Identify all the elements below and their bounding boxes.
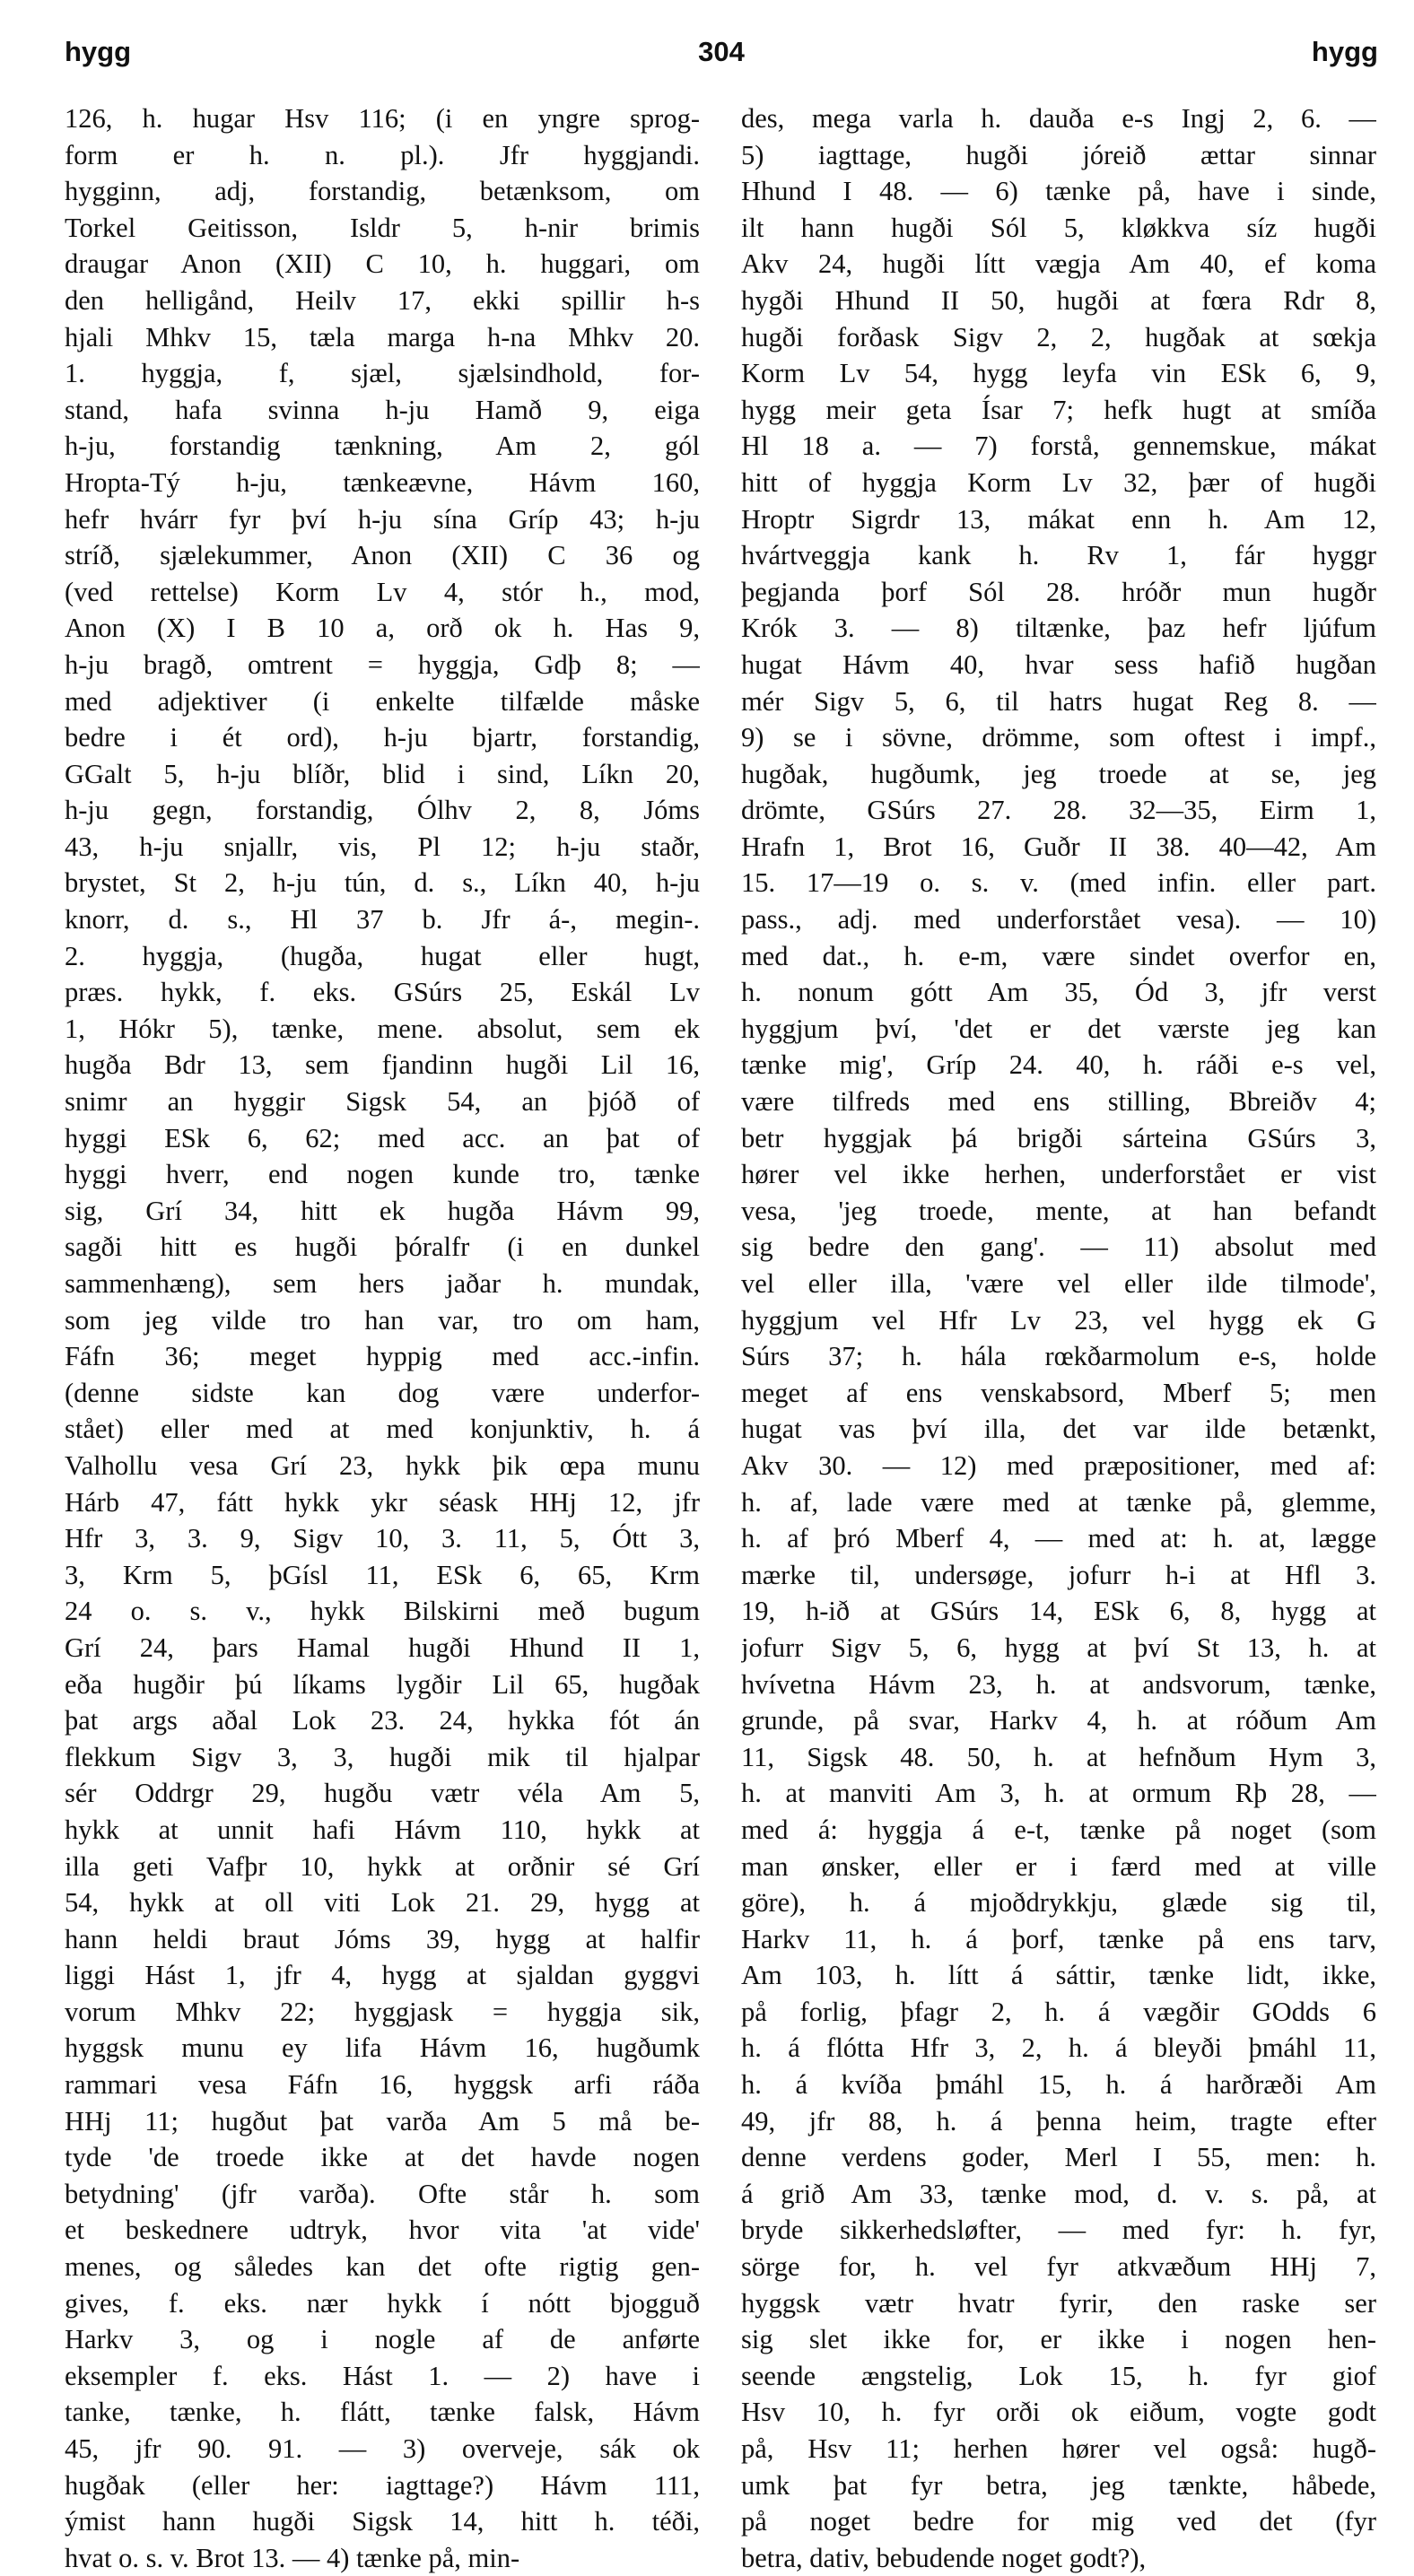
text-line: vesa, 'jeg troede, mente, at han befandt — [741, 1195, 1376, 1226]
text-line: hann heldi braut Jóms 39, hygg at halfir — [65, 1923, 700, 1954]
page-header — [65, 30, 1378, 74]
text-line: hygg meir geta Ísar 7; hefk hugt at smíða — [741, 394, 1376, 425]
text-line: sammenhæng), sem hers jaðar h. mundak, — [65, 1268, 700, 1299]
text-line: den helligånd, Heilv 17, ekki spillir h-s — [65, 284, 700, 316]
text-line: på forlig, þfagr 2, h. á vægðir GOdds 6 — [741, 1996, 1376, 2027]
text-line: menes, og således kan det ofte rigtig gen- — [65, 2251, 700, 2283]
text-line: være tilfreds med ens stilling, Bbreiðv 4; — [741, 1086, 1376, 1118]
text-line: Am 103, h. lítt á sáttir, tænke lidt, ikke, — [741, 1960, 1376, 1991]
text-line: grunde, på svar, Harkv 4, h. at róðum Am — [741, 1705, 1376, 1736]
text-line: sér Oddrgr 29, hugðu vætr véla Am 5, — [65, 1778, 700, 1809]
text-line: Krók 3. — 8) tiltænke, þaz hefr ljúfum — [741, 613, 1376, 644]
text-line: Akv 24, hugði lítt vægja Am 40, ef koma — [741, 248, 1376, 280]
text-line: betydning' (jfr varða). Ofte står h. som — [65, 2178, 700, 2209]
right-column — [741, 100, 1376, 2576]
text-line: på, Hsv 11; herhen hører vel også: hugð- — [741, 2433, 1376, 2464]
text-line: (ved rettelse) Korm Lv 4, stór h., mod, — [65, 576, 700, 607]
text-line: Fáfn 36; meget hyppig med acc.-infin. — [65, 1341, 700, 1372]
text-line: hvat o. s. v. Brot 13. — 4) tænke på, min- — [65, 2542, 520, 2573]
text-line: hygði Hhund II 50, hugði at fœra Rdr 8, — [741, 284, 1376, 316]
text-line: flekkum Sigv 3, 3, hugði mik til hjalpar — [65, 1741, 700, 1772]
text-line: brystet, St 2, h-ju tún, d. s., Líkn 40, h-ju — [65, 867, 700, 899]
text-line: h. af, lade være med at tænke på, glemme, — [741, 1486, 1376, 1518]
text-line: man ønsker, eller er i færd med at ville — [741, 1850, 1376, 1882]
text-line: hører vel ikke herhen, underforstået er vist — [741, 1159, 1376, 1190]
text-line: Hfr 3, 3. 9, Sigv 10, 3. 11, 5, Ótt 3, — [65, 1523, 700, 1554]
text-line: þegjanda þorf Sól 28. hróðr mun hugðr — [741, 576, 1376, 607]
text-line: hugat Hávm 40, hvar sess hafið hugðan — [741, 648, 1376, 680]
text-line: 5) iagttage, hugði jóreið ættar sinnar — [741, 139, 1376, 170]
text-line: 49, jfr 88, h. á þenna heim, tragte efter — [741, 2105, 1376, 2137]
text-line: h-ju bragð, omtrent = hyggja, Gdþ 8; — — [65, 648, 700, 680]
text-line: bryde sikkerhedsløfter, — med fyr: h. fyr, — [741, 2215, 1376, 2246]
text-line: Hsv 10, h. fyr orði ok eiðum, vogte godt — [741, 2397, 1376, 2428]
text-line: form er h. n. pl.). Jfr hyggjandi. — [65, 139, 700, 170]
page-number: 304 — [698, 36, 745, 67]
text-line: hjali Mhkv 15, tæla marga h-na Mhkv 20. — [65, 321, 700, 352]
header-right-guideword: hygg — [1311, 36, 1378, 67]
text-line: Akv 30. — 12) med præpositioner, med af: — [741, 1449, 1376, 1481]
text-line: hykk at unnit hafi Hávm 110, hykk at — [65, 1814, 700, 1845]
text-line: præs. hykk, f. eks. GSúrs 25, Eskál Lv — [65, 977, 700, 1008]
text-line: Hl 18 a. — 7) forstå, gennemskue, mákat — [741, 431, 1376, 462]
text-line: sig bedre den gang'. — 11) absolut med — [741, 1231, 1376, 1263]
text-line: 15. 17—19 o. s. v. (med infin. eller part. — [741, 867, 1376, 899]
text-line: 11, Sigsk 48. 50, h. at hefnðum Hym 3, — [741, 1741, 1376, 1772]
text-line: tanke, tænke, h. flátt, tænke falsk, Hávm — [65, 2397, 700, 2428]
text-line: denne verdens goder, Merl I 55, men: h. — [741, 2142, 1376, 2173]
text-line: hugat vas því illa, det var ilde betænkt, — [741, 1414, 1376, 1445]
text-line: 1. hyggja, f, sjæl, sjælsindhold, for- — [65, 358, 700, 389]
text-line: 3, Krm 5, þGísl 11, ESk 6, 65, Krm — [65, 1559, 700, 1590]
text-line: h. á flótta Hfr 3, 2, h. á bleyði þmáhl 11, — [741, 2032, 1376, 2064]
text-line: mærke til, undersøge, jofurr h-i at Hfl 3. — [741, 1559, 1376, 1590]
text-line: (denne sidste kan dog være underfor- — [65, 1377, 700, 1408]
text-line: eksempler f. eks. Hást 1. — 2) have i — [65, 2360, 700, 2391]
text-line: hugði forðask Sigv 2, 2, hugðak at sœkja — [741, 321, 1376, 352]
text-line: Súrs 37; h. hála rœkðarmolum e-s, holde — [741, 1341, 1376, 1372]
text-line: betr hyggjak þá brigði sárteina GSúrs 3, — [741, 1122, 1376, 1153]
text-line: 2. hyggja, (hugða, hugat eller hugt, — [65, 940, 700, 971]
text-line: Harkv 11, h. á þorf, tænke på ens tarv, — [741, 1923, 1376, 1954]
text-line: Hroptr Sigrdr 13, mákat enn h. Am 12, — [741, 503, 1376, 535]
text-line: hugðak (eller her: iagttage?) Hávm 111, — [65, 2469, 700, 2501]
text-line: tyde 'de troede ikke at det havde nogen — [65, 2142, 700, 2173]
left-column — [65, 100, 700, 2576]
text-line: jofurr Sigv 5, 6, hygg at því St 13, h. at — [741, 1632, 1376, 1663]
text-line: sig, Grí 34, hitt ek hugða Hávm 99, — [65, 1195, 700, 1226]
text-line: liggi Hást 1, jfr 4, hygg at sjaldan gyggvi — [65, 1960, 700, 1991]
text-line: hygginn, adj, forstandig, betænksom, om — [65, 176, 700, 207]
text-line: et beskednere udtryk, hvor vita 'at vide' — [65, 2215, 700, 2246]
text-line: vorum Mhkv 22; hyggjask = hyggja sik, — [65, 1996, 700, 2027]
text-line: 54, hykk at oll viti Lok 21. 29, hygg at — [65, 1887, 700, 1919]
text-line: hugða Bdr 13, sem fjandinn hugði Lil 16, — [65, 1049, 700, 1081]
text-line: på noget bedre for mig ved det (fyr — [741, 2506, 1376, 2537]
text-line: rammari vesa Fáfn 16, hyggsk arfi ráða — [65, 2069, 700, 2101]
text-line: illa geti Vafþr 10, hykk at orðnir sé Grí — [65, 1850, 700, 1882]
text-line: Torkel Geitisson, Isldr 5, h-nir brimis — [65, 212, 700, 243]
text-line: Korm Lv 54, hygg leyfa vin ESk 6, 9, — [741, 358, 1376, 389]
text-line: draugar Anon (XII) C 10, h. huggari, om — [65, 248, 700, 280]
text-line: hefr hvárr fyr því h-ju sína Gríp 43; h-ju — [65, 503, 700, 535]
text-line: des, mega varla h. dauða e-s Ingj 2, 6. — — [741, 103, 1376, 134]
text-line: þat args aðal Lok 23. 24, hykka fót án — [65, 1705, 700, 1736]
text-line: Anon (X) I B 10 a, orð ok h. Has 9, — [65, 613, 700, 644]
text-line: med dat., h. e-m, være sindet overfor en, — [741, 940, 1376, 971]
text-line: GGalt 5, h-ju blíðr, blid i sind, Líkn 20, — [65, 758, 700, 789]
text-line: h-ju, forstandig tænkning, Am 2, gól — [65, 431, 700, 462]
text-line: hyggjum því, 'det er det værste jeg kan — [741, 1013, 1376, 1044]
text-line: som jeg vilde tro han var, tro om ham, — [65, 1304, 700, 1336]
text-line: sig slet ikke for, er ikke i nogen hen- — [741, 2324, 1376, 2355]
text-line: 9) se i sövne, drömme, som oftest i impf., — [741, 722, 1376, 753]
text-line: hyggsk munu ey lifa Hávm 16, hugðumk — [65, 2032, 700, 2064]
text-line: drömte, GSúrs 27. 28. 32—35, Eirm 1, — [741, 795, 1376, 826]
text-line: med adjektiver (i enkelte tilfælde måske — [65, 685, 700, 717]
text-line: hvártveggja kank h. Rv 1, fár hyggr — [741, 540, 1376, 571]
text-line: hyggjum vel Hfr Lv 23, vel hygg ek G — [741, 1304, 1376, 1336]
text-line: h. á kvíða þmáhl 15, h. á harðræði Am — [741, 2069, 1376, 2101]
text-line: stríð, sjælekummer, Anon (XII) C 36 og — [65, 540, 700, 571]
text-line: h. nonum gótt Am 35, Ód 3, jfr verst — [741, 977, 1376, 1008]
text-line: hitt of hyggja Korm Lv 32, þær of hugði — [741, 466, 1376, 498]
text-line: pass., adj. med underforstået vesa). — 10) — [741, 904, 1376, 936]
text-line: Hárb 47, fátt hykk ykr séask HHj 12, jfr — [65, 1486, 700, 1518]
text-line: h. af þró Mberf 4, — med at: h. at, lægge — [741, 1523, 1376, 1554]
text-line: hvívetna Hávm 23, h. at andsvorum, tænke, — [741, 1668, 1376, 1700]
text-line: umk þat fyr betra, jeg tænkte, håbede, — [741, 2469, 1376, 2501]
text-line: ilt hann hugði Sól 5, kløkkva síz hugði — [741, 212, 1376, 243]
text-line: Hropta-Tý h-ju, tænkeævne, Hávm 160, — [65, 466, 700, 498]
text-line: snimr an hyggir Sigsk 54, an þjóð of — [65, 1086, 700, 1118]
text-line: knorr, d. s., Hl 37 b. Jfr á-, megin-. — [65, 904, 700, 936]
text-line: Hhund I 48. — 6) tænke på, have i sinde, — [741, 176, 1376, 207]
text-line: Harkv 3, og i nogle af de anførte — [65, 2324, 700, 2355]
text-line: hyggsk vætr hvatr fyrir, den raske ser — [741, 2287, 1376, 2319]
text-line: hyggi hverr, end nogen kunde tro, tænke — [65, 1159, 700, 1190]
text-line: gives, f. eks. nær hykk í nótt bjogguð — [65, 2287, 700, 2319]
text-line: göre), h. á mjoðdrykkju, glæde sig til, — [741, 1887, 1376, 1919]
text-line: betra, dativ, bebudende noget godt?), — [741, 2542, 1147, 2573]
text-line: h-ju gegn, forstandig, Ólhv 2, 8, Jóms — [65, 795, 700, 826]
text-line: 126, h. hugar Hsv 116; (i en yngre sprog- — [65, 103, 700, 134]
text-line: HHj 11; hugðut þat varða Am 5 må be- — [65, 2105, 700, 2137]
text-line: stået) eller med at med konjunktiv, h. á — [65, 1414, 700, 1445]
text-line: vel eller illa, 'være vel eller ilde tilmode', — [741, 1268, 1376, 1299]
text-line: 43, h-ju snjallr, vis, Pl 12; h-ju staðr, — [65, 831, 700, 862]
text-line: Hrafn 1, Brot 16, Guðr II 38. 40—42, Am — [741, 831, 1376, 862]
text-line: hugðak, hugðumk, jeg troede at se, jeg — [741, 758, 1376, 789]
text-line: 1, Hókr 5), tænke, mene. absolut, sem ek — [65, 1013, 700, 1044]
text-line: ýmist hann hugði Sigsk 14, hitt h. téði, — [65, 2506, 700, 2537]
text-line: hyggi ESk 6, 62; med acc. an þat of — [65, 1122, 700, 1153]
text-line: stand, hafa svinna h-ju Hamð 9, eiga — [65, 394, 700, 425]
text-line: 19, h-ið at GSúrs 14, ESk 6, 8, hygg at — [741, 1596, 1376, 1627]
text-line: Grí 24, þars Hamal hugði Hhund II 1, — [65, 1632, 700, 1663]
text-line: bedre i ét ord), h-ju bjartr, forstandig, — [65, 722, 700, 753]
text-line: á grið Am 33, tænke mod, d. v. s. på, at — [741, 2178, 1376, 2209]
text-line: med á: hyggja á e-t, tænke på noget (som — [741, 1814, 1376, 1845]
text-line: 45, jfr 90. 91. — 3) overveje, sák ok — [65, 2433, 700, 2464]
text-line: mér Sigv 5, 6, til hatrs hugat Reg 8. — — [741, 685, 1376, 717]
text-line: eða hugðir þú líkams lygðir Lil 65, hugðak — [65, 1668, 700, 1700]
text-line: seende ængstelig, Lok 15, h. fyr giof — [741, 2360, 1376, 2391]
header-left-guideword: hygg — [65, 36, 132, 67]
text-line: h. at manviti Am 3, h. at ormum Rþ 28, — — [741, 1778, 1376, 1809]
text-line: 24 o. s. v., hykk Bilskirni með bugum — [65, 1596, 700, 1627]
text-line: sörge for, h. vel fyr atkvæðum HHj 7, — [741, 2251, 1376, 2283]
text-line: sagði hitt es hugði þóralfr (i en dunkel — [65, 1231, 700, 1263]
text-line: Valhollu vesa Grí 23, hykk þik œpa munu — [65, 1449, 700, 1481]
text-line: meget af ens venskabsord, Mberf 5; men — [741, 1377, 1376, 1408]
text-line: tænke mig', Gríp 24. 40, h. ráði e-s vel, — [741, 1049, 1376, 1081]
